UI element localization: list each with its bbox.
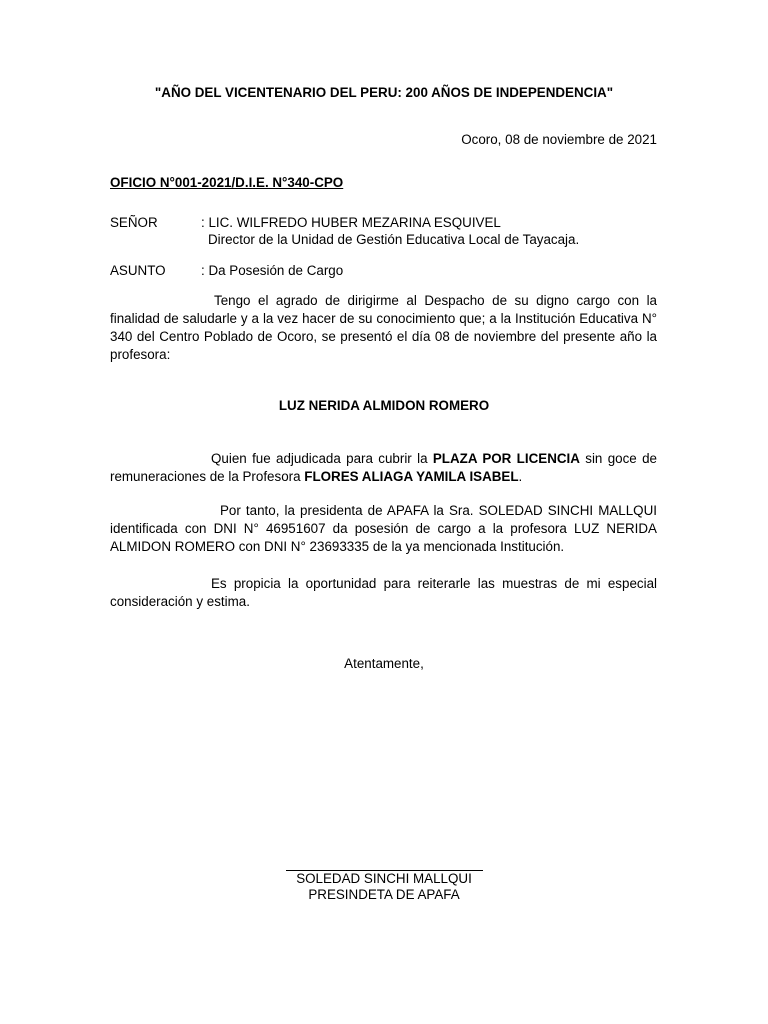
paragraph-2-text-a: Quien fue adjudicada para cubrir la <box>211 451 433 466</box>
recipient-label: SEÑOR <box>110 215 158 230</box>
signatory-title: PRESINDETA DE APAFA <box>308 887 460 902</box>
document-date: Ocoro, 08 de noviembre de 2021 <box>461 132 657 147</box>
paragraph-1-text: Tengo el agrado de dirigirme al Despacho de su digno cargo con la finalidad de saludarle y a la vez hacer de su conocimiento que; a la Institución Educativa N° 340 del Centro Poblado de Ocoro, se presentó el día 08 de noviembre del presente año la profesora: <box>110 293 657 362</box>
replaced-teacher-name: FLORES ALIAGA YAMILA ISABEL <box>304 469 519 484</box>
recipient-name: : LIC. WILFREDO HUBER MEZARINA ESQUIVEL <box>201 215 501 230</box>
body-paragraph-4 <box>110 575 657 611</box>
signatory-name: SOLEDAD SINCHI MALLQUI <box>296 871 472 886</box>
body-paragraph-1 <box>110 292 657 364</box>
oficio-number: OFICIO N°001-2021/D.I.E. N°340-CPO <box>110 175 344 190</box>
paragraph-4-text: Es propicia la oportunidad para reiterarle las muestras de mi especial consideración y estima. <box>110 576 657 609</box>
recipient-position: Director de la Unidad de Gestión Educativa Local de Tayacaja. <box>208 232 580 247</box>
paragraph-2-text-e: . <box>518 469 523 484</box>
subject-label: ASUNTO <box>110 263 166 278</box>
closing-salutation: Atentamente, <box>344 656 424 671</box>
paragraph-2-text-c: sin goce de remuneraciones de la Profesora <box>110 451 657 484</box>
plaza-licencia-bold: PLAZA POR LICENCIA <box>432 451 580 466</box>
body-paragraph-2 <box>110 450 657 486</box>
document-motto: "AÑO DEL VICENTENARIO DEL PERU: 200 AÑOS DE INDEPENDENCIA" <box>154 85 614 100</box>
teacher-name: LUZ NERIDA ALMIDON ROMERO <box>278 398 490 413</box>
body-paragraph-3 <box>110 502 657 556</box>
paragraph-3-text: Por tanto, la presidenta de APAFA la Sra. SOLEDAD SINCHI MALLQUI identificada con DNI N° 46951607 da posesión de cargo a la profesora LUZ NERIDA ALMIDON ROMERO con DNI N° 23693335 de la ya mencionada Institución. <box>110 503 657 554</box>
subject-value: : Da Posesión de Cargo <box>201 263 344 278</box>
